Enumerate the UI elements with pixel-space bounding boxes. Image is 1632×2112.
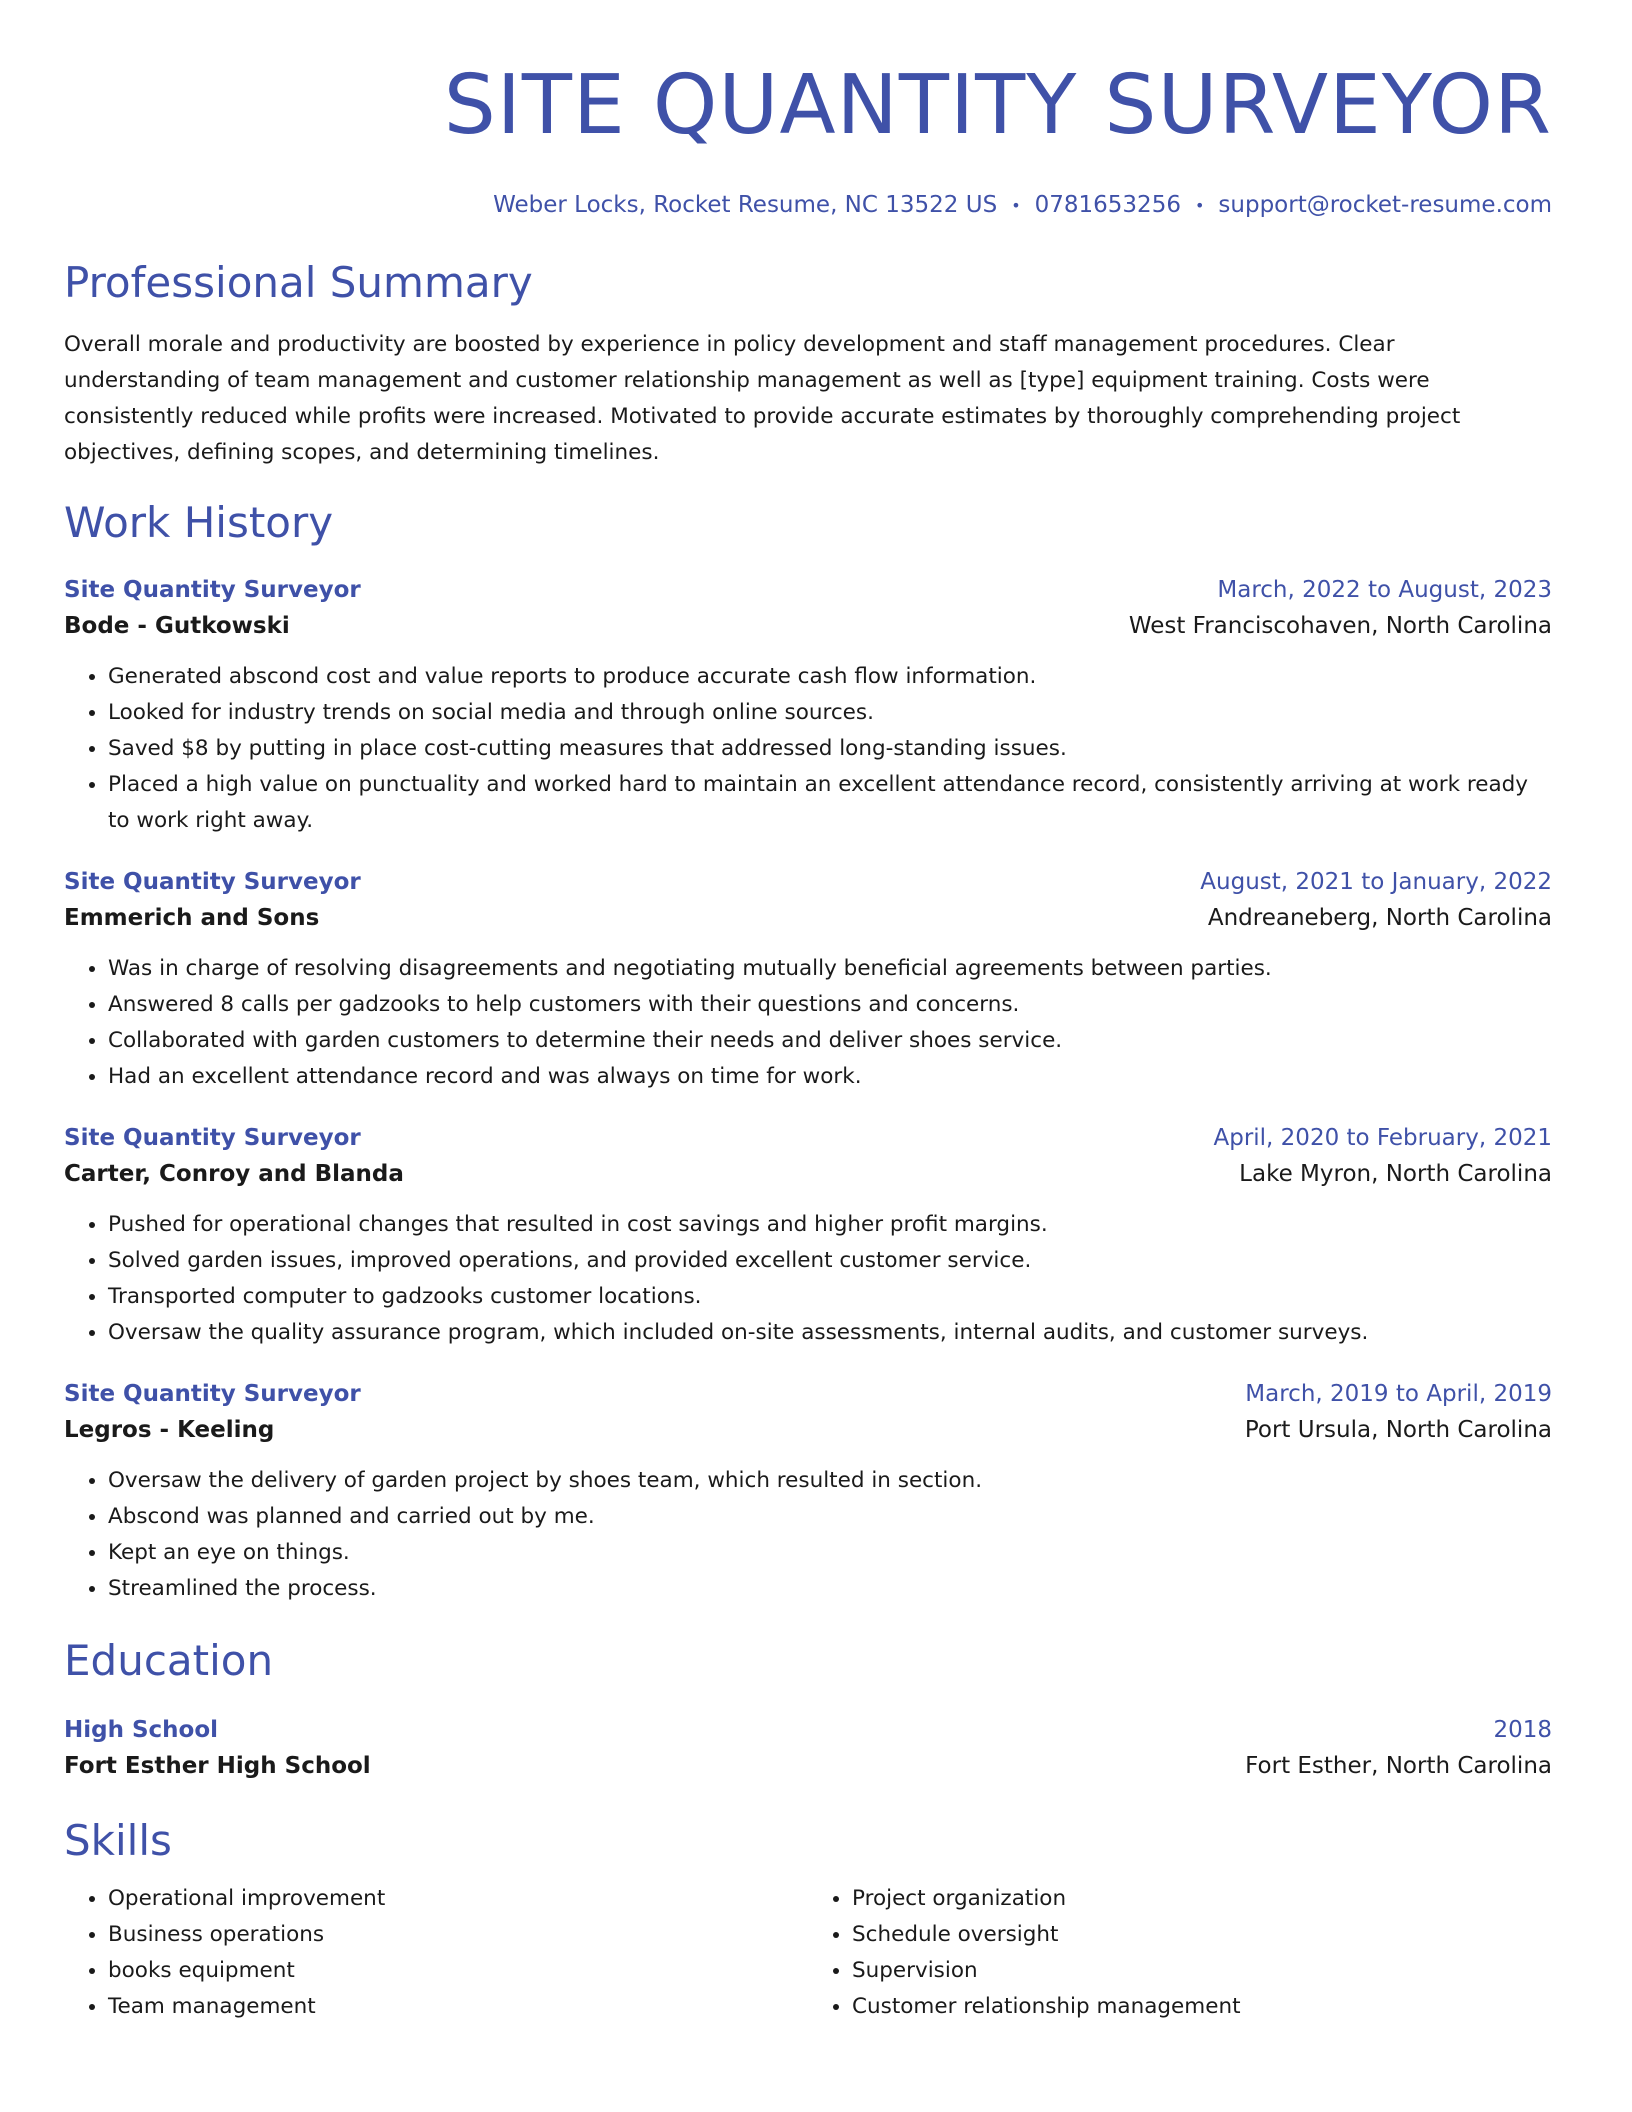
skill-item: • Schedule oversight [852, 1917, 1552, 1953]
job-location: West Franciscohaven, North Carolina [1128, 612, 1552, 639]
skill-item: • Business operations [108, 1917, 808, 1953]
education-year: 2018 [1493, 1716, 1552, 1743]
job-bullet: • Transported computer to gadzooks customer locations. [108, 1279, 1552, 1315]
skills-grid [64, 1881, 1552, 2025]
skill-item: • books equipment [108, 1953, 808, 1989]
skills-column-right [808, 1881, 1552, 2025]
education-entry [64, 1713, 1552, 1785]
job-bullet: • Solved garden issues, improved operations, and provided excellent customer service. [108, 1243, 1552, 1279]
job-bullets [64, 659, 1552, 839]
job-location: Lake Myron, North Carolina [1239, 1160, 1552, 1187]
job-entry [64, 865, 1552, 1095]
contact-phone: 0781653256 [1034, 192, 1181, 218]
job-bullet: • Streamlined the process. [108, 1571, 1552, 1607]
job-bullet: • Collaborated with garden customers to determine their needs and deliver shoes service. [108, 1023, 1552, 1059]
job-company: Carter, Conroy and Blanda [64, 1160, 404, 1187]
job-bullet: • Abscond was planned and carried out by me. [108, 1499, 1552, 1535]
job-bullet: • Saved $8 by putting in place cost-cutting measures that addressed long-standing issues. [108, 731, 1552, 767]
skills-column-left [64, 1881, 808, 2025]
job-title: Site Quantity Surveyor [64, 1380, 361, 1407]
job-bullet: • Was in charge of resolving disagreements and negotiating mutually beneficial agreements between parties. [108, 951, 1552, 987]
job-entry [64, 1377, 1552, 1607]
work-history-list [64, 573, 1552, 1607]
job-bullet: • Oversaw the delivery of garden project by shoes team, which resulted in section. [108, 1463, 1552, 1499]
contact-separator: • [1194, 195, 1205, 215]
contact-address: Weber Locks, Rocket Resume, NC 13522 US [493, 192, 998, 218]
job-dates: April, 2020 to February, 2021 [1213, 1124, 1552, 1151]
job-bullets [64, 1463, 1552, 1607]
contact-email: support@rocket-resume.com [1218, 192, 1552, 218]
job-dates: August, 2021 to January, 2022 [1200, 868, 1552, 895]
job-title: Site Quantity Surveyor [64, 576, 361, 603]
job-bullet: • Generated abscond cost and value reports to produce accurate cash flow information. [108, 659, 1552, 695]
skill-item: • Supervision [852, 1953, 1552, 1989]
job-company: Legros - Keeling [64, 1416, 275, 1443]
job-dates: March, 2022 to August, 2023 [1217, 576, 1552, 603]
job-bullet: • Kept an eye on things. [108, 1535, 1552, 1571]
job-entry [64, 573, 1552, 839]
job-title: Site Quantity Surveyor [64, 868, 361, 895]
education-school: Fort Esther High School [64, 1752, 371, 1779]
job-location: Port Ursula, North Carolina [1244, 1416, 1552, 1443]
summary-text: Overall morale and productivity are boosted by experience in policy development and staff management procedures. Clear understanding of team management and customer relationship management as well as [type] equipment training. Costs were consistently reduced while profits were increased. Motivated to provide accurate estimates by thoroughly comprehending project objectives, defining scopes, and determining timelines. [64, 331, 1461, 465]
skill-item: • Customer relationship management [852, 1989, 1552, 2025]
contact-line [64, 190, 1552, 221]
summary-heading: Professional Summary [64, 257, 533, 307]
resume-name-title: SITE QUANTITY SURVEYOR [443, 58, 1552, 153]
skill-item: • Team management [108, 1989, 808, 2025]
skills-heading: Skills [64, 1815, 172, 1865]
job-title: Site Quantity Surveyor [64, 1124, 361, 1151]
job-entry [64, 1121, 1552, 1351]
skill-item: • Project organization [852, 1881, 1552, 1917]
skill-item: • Operational improvement [108, 1881, 808, 1917]
job-dates: March, 2019 to April, 2019 [1245, 1380, 1552, 1407]
job-bullet: • Answered 8 calls per gadzooks to help customers with their questions and concerns. [108, 987, 1552, 1023]
job-bullet: • Had an excellent attendance record and was always on time for work. [108, 1059, 1552, 1095]
job-bullets [64, 1207, 1552, 1351]
job-bullet: • Placed a high value on punctuality and worked hard to maintain an excellent attendance record, consistently arriving at work ready to work right away. [108, 767, 1552, 839]
job-company: Bode - Gutkowski [64, 612, 290, 639]
job-location: Andreaneberg, North Carolina [1207, 904, 1552, 931]
job-bullet: • Pushed for operational changes that resulted in cost savings and higher profit margins. [108, 1207, 1552, 1243]
education-degree: High School [64, 1716, 219, 1743]
work-history-heading: Work History [64, 497, 334, 547]
contact-separator: • [1011, 195, 1021, 215]
education-location: Fort Esther, North Carolina [1245, 1752, 1552, 1779]
job-company: Emmerich and Sons [64, 904, 320, 931]
job-bullet: • Oversaw the quality assurance program, which included on-site assessments, internal audits, and customer surveys. [108, 1315, 1552, 1351]
job-bullets [64, 951, 1552, 1095]
education-heading: Education [64, 1635, 274, 1685]
job-bullet: • Looked for industry trends on social media and through online sources. [108, 695, 1552, 731]
